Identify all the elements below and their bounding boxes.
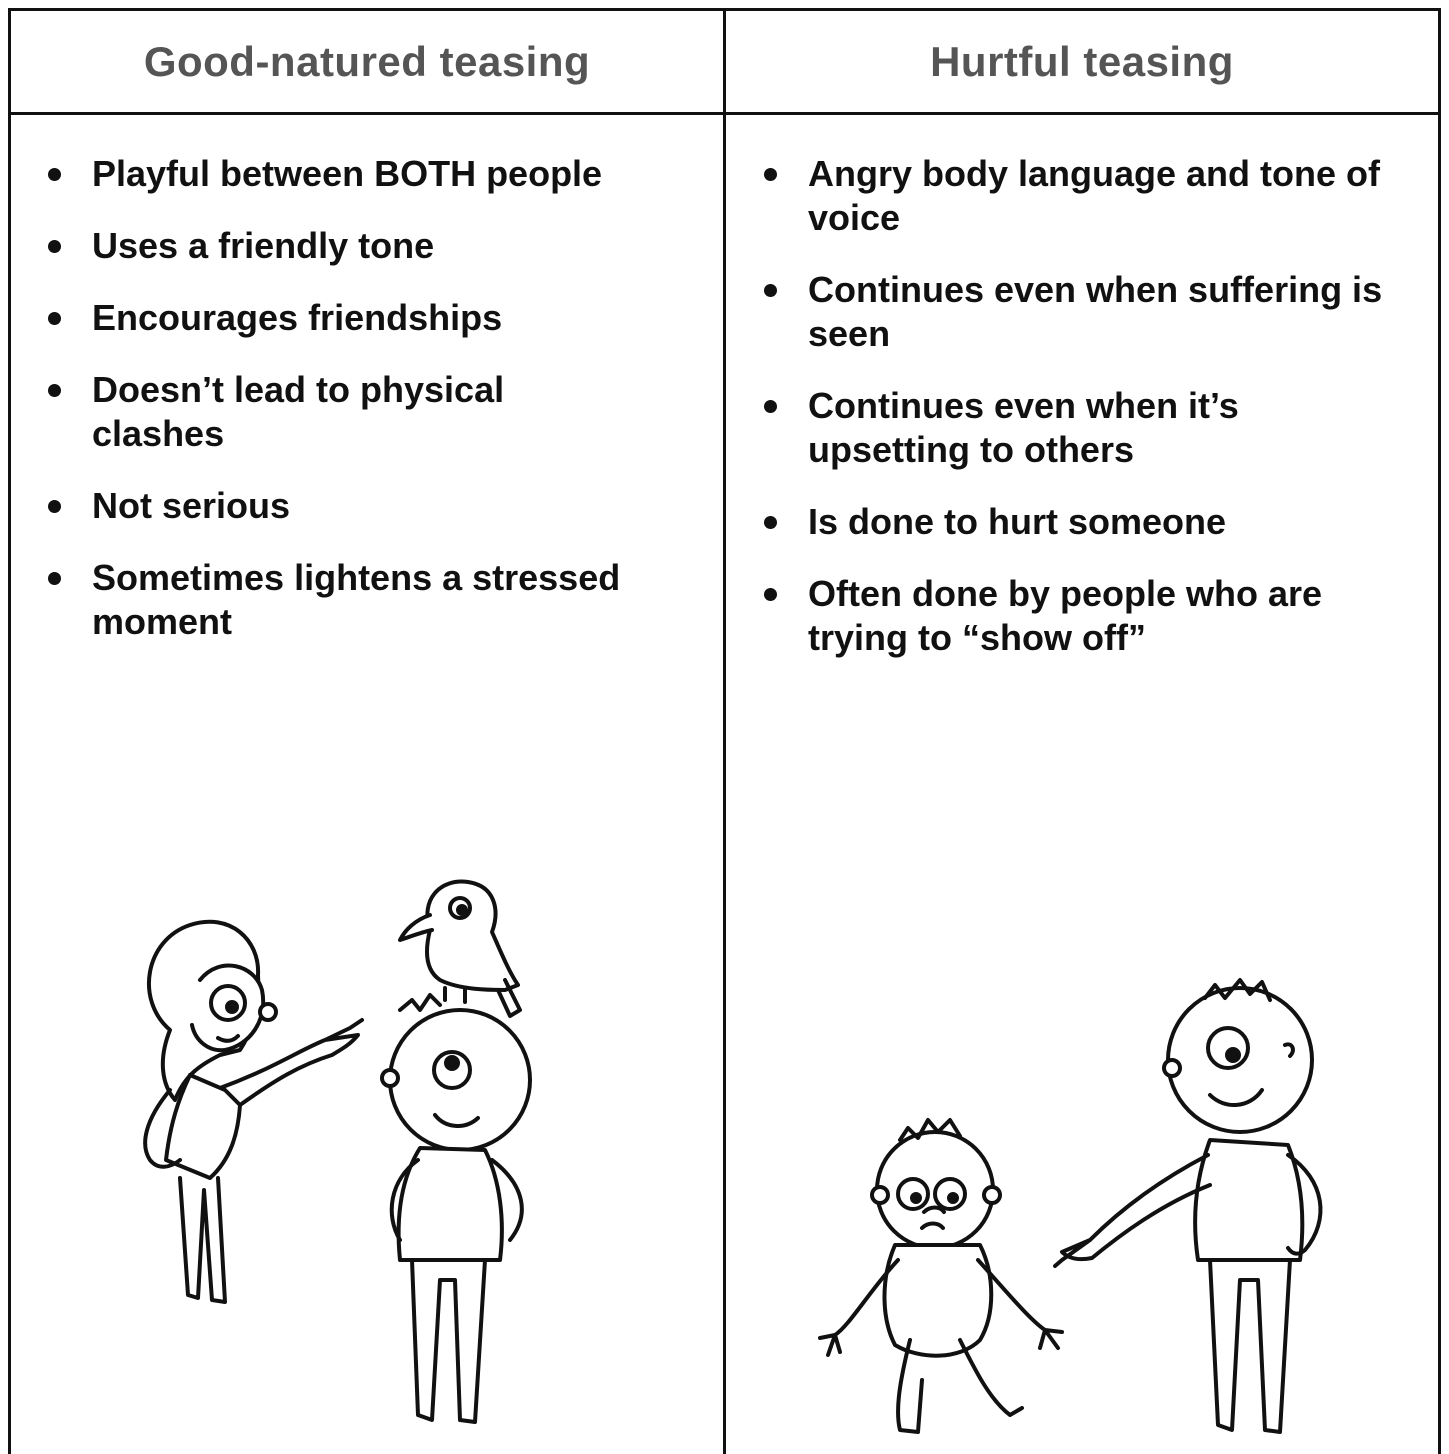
- header-divider: [8, 112, 1441, 115]
- boy-figure: [382, 995, 530, 1422]
- list-item: Angry body language and tone of voice: [756, 152, 1438, 240]
- pointing-boy-figure: [1055, 980, 1320, 1432]
- column-header-good-natured: Good-natured teasing: [143, 37, 591, 85]
- bullet-icon: [764, 588, 777, 601]
- bullet-icon: [764, 516, 777, 529]
- girl-figure: [145, 922, 362, 1302]
- list-item: Often done by people who are trying to “show off”: [756, 572, 1428, 660]
- list-item: Sometimes lightens a stressed moment: [40, 556, 700, 644]
- good-natured-list: [40, 152, 700, 672]
- bullet-icon: [48, 384, 61, 397]
- list-item: Not serious: [40, 484, 700, 528]
- bird-icon: [400, 882, 520, 1016]
- bullet-icon: [764, 284, 777, 297]
- bullet-icon: [48, 572, 61, 585]
- bullet-icon: [48, 312, 61, 325]
- bullet-icon: [764, 400, 777, 413]
- list-item: Continues even when it’s upsetting to others: [756, 384, 1368, 472]
- baby-figure: [820, 1120, 1062, 1432]
- bullet-icon: [48, 240, 61, 253]
- column-header-hurtful: Hurtful teasing: [930, 37, 1234, 85]
- list-item: Playful between BOTH people: [40, 152, 700, 196]
- bullet-icon: [48, 500, 61, 513]
- friendly-kids-illustration: [100, 860, 620, 1450]
- hurtful-list: [756, 152, 1416, 688]
- list-item: Continues even when suffering is seen: [756, 268, 1448, 356]
- hurtful-kids-illustration: [800, 960, 1400, 1450]
- column-divider: [723, 8, 726, 1454]
- bullet-icon: [48, 168, 61, 181]
- list-item: Encourages friendships: [40, 296, 700, 340]
- bullet-icon: [764, 168, 777, 181]
- list-item: Is done to hurt someone: [756, 500, 1416, 544]
- list-item: Uses a friendly tone: [40, 224, 700, 268]
- list-item: Doesn’t lead to physical clashes: [40, 368, 562, 456]
